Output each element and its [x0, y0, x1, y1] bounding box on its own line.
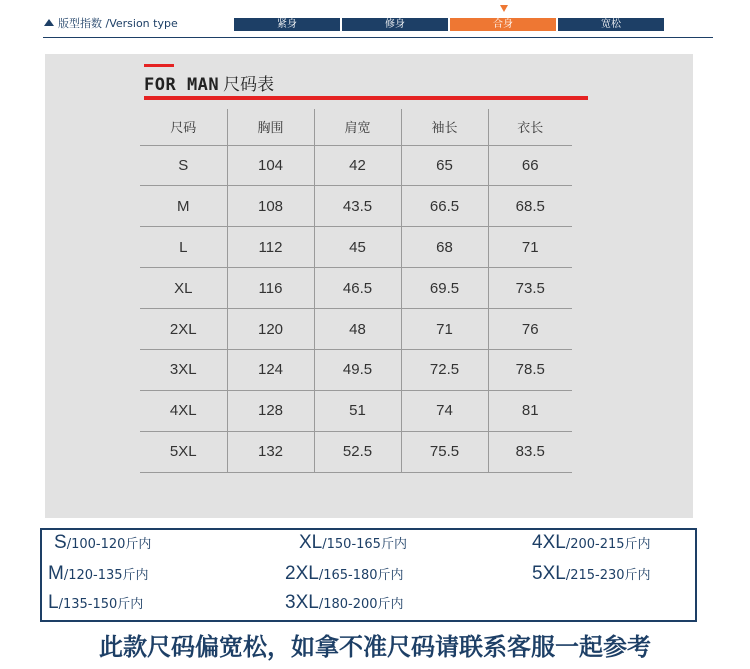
cell-chest: 124 — [227, 349, 314, 390]
weight-guide-item — [48, 592, 143, 614]
weight-guide-item — [285, 563, 404, 585]
header-length: 衣长 — [488, 109, 572, 145]
cell-chest: 104 — [227, 145, 314, 186]
table-row — [140, 431, 572, 472]
cell-chest: 120 — [227, 309, 314, 350]
title-underline — [144, 96, 588, 100]
size-table — [140, 109, 572, 473]
cell-shoulder: 45 — [314, 227, 401, 268]
guide-size: 2XL — [285, 563, 319, 584]
guide-size: 5XL — [532, 563, 566, 584]
guide-weight: /180-200斤内 — [318, 597, 404, 612]
fit-pointer-icon — [500, 5, 508, 12]
guide-weight: /215-230斤内 — [565, 568, 651, 583]
version-type-row — [0, 0, 750, 46]
header-chest: 胸围 — [227, 109, 314, 145]
weight-guide-item — [532, 532, 651, 554]
cell-chest: 116 — [227, 268, 314, 309]
guide-weight: /135-150斤内 — [58, 597, 144, 612]
table-row — [140, 145, 572, 186]
guide-weight: /200-215斤内 — [565, 537, 651, 552]
cell-sleeve: 65 — [401, 145, 488, 186]
table-row — [140, 309, 572, 350]
cell-sleeve: 74 — [401, 390, 488, 431]
cell-shoulder: 46.5 — [314, 268, 401, 309]
sizing-note: 此款尺码偏宽松，如拿不准尺码请联系客服一起参考 — [99, 633, 651, 661]
title-chinese: 尺码表 — [223, 75, 275, 95]
size-chart-title — [144, 70, 274, 95]
cell-length: 68.5 — [488, 186, 572, 227]
fit-option-loose — [558, 18, 664, 31]
cell-sleeve: 75.5 — [401, 431, 488, 472]
fit-option-label: 宽松 — [601, 19, 621, 30]
table-row — [140, 186, 572, 227]
cell-shoulder: 49.5 — [314, 349, 401, 390]
guide-size: XL — [299, 532, 323, 553]
cell-size: 4XL — [140, 390, 227, 431]
cell-length: 76 — [488, 309, 572, 350]
guide-size: L — [48, 592, 59, 613]
fit-option-regular — [450, 18, 556, 31]
table-header-row — [140, 109, 572, 145]
title-accent-bar — [144, 64, 174, 67]
table-row — [140, 349, 572, 390]
cell-size: M — [140, 186, 227, 227]
cell-chest: 132 — [227, 431, 314, 472]
guide-size: S — [54, 532, 67, 553]
cell-chest: 108 — [227, 186, 314, 227]
header-size: 尺码 — [140, 109, 227, 145]
guide-size: M — [48, 563, 64, 584]
cell-chest: 128 — [227, 390, 314, 431]
cell-shoulder: 43.5 — [314, 186, 401, 227]
guide-size: 4XL — [532, 532, 566, 553]
cell-size: 2XL — [140, 309, 227, 350]
cell-sleeve: 71 — [401, 309, 488, 350]
cell-length: 81 — [488, 390, 572, 431]
fit-option-label: 修身 — [385, 19, 405, 30]
guide-weight: /165-180斤内 — [318, 568, 404, 583]
cell-sleeve: 69.5 — [401, 268, 488, 309]
cell-sleeve: 68 — [401, 227, 488, 268]
weight-guide-item — [532, 563, 651, 585]
cell-length: 66 — [488, 145, 572, 186]
table-row — [140, 390, 572, 431]
header-shoulder: 肩宽 — [314, 109, 401, 145]
guide-weight: /100-120斤内 — [66, 537, 152, 552]
fit-option-tight — [234, 18, 340, 31]
cell-length: 73.5 — [488, 268, 572, 309]
weight-guide-item — [299, 532, 407, 554]
cell-shoulder: 51 — [314, 390, 401, 431]
cell-length: 71 — [488, 227, 572, 268]
cell-size: 5XL — [140, 431, 227, 472]
cell-size: XL — [140, 268, 227, 309]
cell-shoulder: 52.5 — [314, 431, 401, 472]
title-english: FOR MAN — [144, 75, 220, 95]
cell-length: 83.5 — [488, 431, 572, 472]
fit-option-label: 紧身 — [277, 19, 297, 30]
weight-guide-item — [285, 592, 404, 614]
cell-size: S — [140, 145, 227, 186]
guide-weight: /120-135斤内 — [63, 568, 149, 583]
fit-option-slim — [342, 18, 448, 31]
triangle-icon — [44, 19, 54, 26]
cell-shoulder: 48 — [314, 309, 401, 350]
guide-size: 3XL — [285, 592, 319, 613]
cell-size: 3XL — [140, 349, 227, 390]
cell-sleeve: 72.5 — [401, 349, 488, 390]
weight-guide-item — [54, 532, 151, 554]
version-divider — [43, 37, 713, 38]
version-type-label: 版型指数 /Version type — [58, 17, 178, 30]
fit-option-label: 合身 — [493, 19, 513, 30]
cell-chest: 112 — [227, 227, 314, 268]
table-row — [140, 227, 572, 268]
cell-length: 78.5 — [488, 349, 572, 390]
cell-sleeve: 66.5 — [401, 186, 488, 227]
table-row — [140, 268, 572, 309]
header-sleeve: 袖长 — [401, 109, 488, 145]
weight-guide-item — [48, 563, 149, 585]
cell-size: L — [140, 227, 227, 268]
guide-weight: /150-165斤内 — [322, 537, 407, 552]
weight-guide — [40, 528, 697, 622]
cell-shoulder: 42 — [314, 145, 401, 186]
